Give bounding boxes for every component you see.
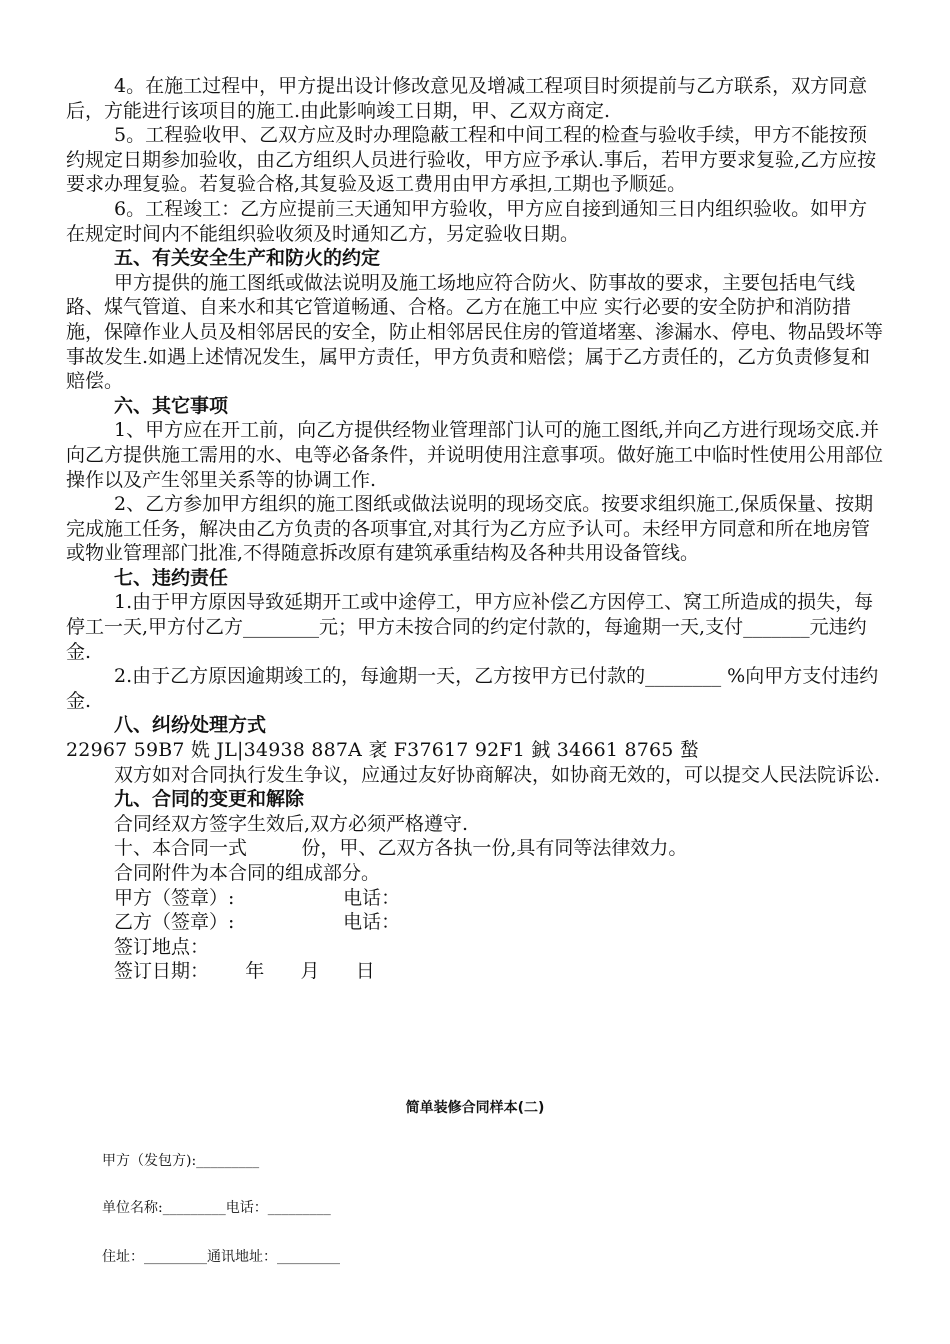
contract-paragraph: 双方如对合同执行发生争议，应通过友好协商解决，如协商无效的，可以提交人民法院诉讼. <box>114 763 881 786</box>
section-heading: 五、有关安全生产和防火的约定 <box>114 247 381 270</box>
contract-paragraph: 22967 59B7 姺 JL|34938 887A 衺 F37617 92F1 銊 34661 8765 蝵 <box>66 739 700 762</box>
address-field: 住址：_________通讯地址：_________ <box>102 1249 340 1265</box>
party-a-field: 甲方（发包方):_________ <box>102 1153 260 1169</box>
section-heading: 八、纠纷处理方式 <box>114 714 267 737</box>
contract-paragraph: 甲方（签章）: 电话： <box>114 886 401 909</box>
contract-paragraph: 2.由于乙方原因逾期竣工的，每逾期一天，乙方按甲方已付款的________ %向甲方支付违约金. <box>66 665 879 712</box>
section-heading: 七、违约责任 <box>114 566 229 589</box>
sample-two-title: 简单装修合同样本(二) <box>405 1100 545 1116</box>
contract-paragraph: 甲方提供的施工图纸或做法说明及施工场地应符合防火、防事故的要求，主要包括电气线路、煤气管道、自来水和其它管道畅通、合格。乙方在施工中应 实行必要的安全防护和消防措施，保障作业人员及相邻居民的安全，防止相邻居民住房的管道堵塞、渗漏水、停电、物品毁坏等事故发生.如遇上述情况发生，属甲方责任，甲方负责和赔偿；属于乙方责任的，乙方负责修复和赔偿。 <box>66 271 884 393</box>
contract-paragraph: 乙方（签章）: 电话： <box>114 911 401 934</box>
contract-paragraph: 合同经双方签字生效后,双方必须严格遵守. <box>114 812 469 835</box>
contract-paragraph: 十、本合同一式 份，甲、乙双方各执一份,具有同等法律效力。 <box>114 837 688 860</box>
contract-paragraph: 4。在施工过程中，甲方提出设计修改意见及增减工程项目时须提前与乙方联系，双方同意后，方能进行该项目的施工.由此影响竣工日期，甲、乙双方商定. <box>66 75 868 122</box>
contract-paragraph: 签订地点： <box>114 935 210 958</box>
contract-paragraph: 合同附件为本合同的组成部分。 <box>114 862 381 884</box>
contract-paragraph: 2、乙方参加甲方组织的施工图纸或做法说明的现场交底。按要求组织施工,保质保量、按期完成施工任务，解决由乙方负责的各项事宜,对其行为乙方应予认可。未经甲方同意和所在地房管或物业管理部门批准,不得随意拆改原有建筑承重结构及各种共用设备管线。 <box>66 493 874 565</box>
unit-phone-field: 单位名称:_________电话：_________ <box>102 1200 331 1216</box>
contract-paragraph: 6。工程竣工：乙方应提前三天通知甲方验收，甲方应自接到通知三日内组织验收。如甲方在规定时间内不能组织验收须及时通知乙方，另定验收日期。 <box>66 197 868 245</box>
contract-paragraph: 5。工程验收甲、乙双方应及时办理隐蔽工程和中间工程的检查与验收手续，甲方不能按预约规定日期参加验收，由乙方组织人员进行验收，甲方应予承认.事后，若甲方要求复验,乙方应按要求办理复验。若复验合格,其复验及返工费用由甲方承担,工期也予顺延。 <box>66 124 877 196</box>
contract-paragraph: 1、甲方应在开工前，向乙方提供经物业管理部门认可的施工图纸,并向乙方进行现场交底.并向乙方提供施工需用的水、电等必备条件，并说明使用注意事项。做好施工中临时性使用公用部位操作以及产生邻里关系等的协调工作. <box>66 419 884 491</box>
section-heading: 九、合同的变更和解除 <box>114 788 305 811</box>
contract-body <box>66 74 886 984</box>
contract-paragraph: 签订日期： 年 月 日 <box>114 960 375 983</box>
section-heading: 六、其它事项 <box>114 394 229 417</box>
contract-paragraph: 1.由于甲方原因导致延期开工或中途停工，甲方应补偿乙方因停工、窝工所造成的损失，每停工一天,甲方付乙方________元；甲方未按合同的约定付款的，每逾期一天,支付_______元违约金. <box>66 591 874 663</box>
